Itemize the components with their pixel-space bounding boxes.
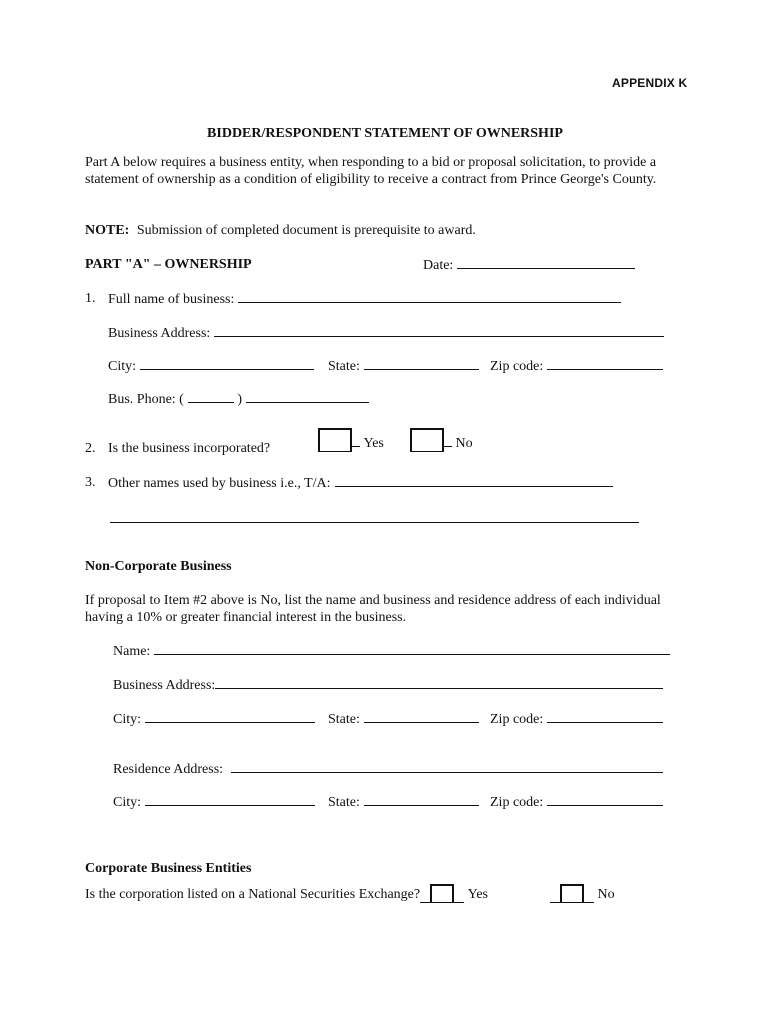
other-names-line[interactable]: [335, 474, 613, 487]
nc-city2-line[interactable]: [145, 793, 315, 806]
area-code-line[interactable]: [188, 390, 234, 403]
other-names-line-2[interactable]: [110, 522, 639, 523]
nc-state-line[interactable]: [364, 710, 479, 723]
nc-zip-field[interactable]: [490, 710, 663, 728]
nc-state2-label: State:: [328, 795, 360, 810]
full-name-line[interactable]: [238, 290, 621, 303]
nc-city-label: City:: [113, 712, 142, 727]
phone-label: Bus. Phone: (: [108, 392, 184, 407]
intro-paragraph: Part A below requires a business entity, when responding to a bid or proposal solicitation, to provide a statement of ownership as a condition of eligibility to receive a contract from Prince George's County.: [85, 155, 657, 187]
non-corp-instructions: If proposal to Item #2 above is No, list the name and business and residence address of each individual having a 10% or greater financial interest in the business.: [85, 593, 661, 625]
nc-zip2-line[interactable]: [547, 793, 663, 806]
nc-name-label: Name:: [113, 644, 151, 659]
nc-city2-label: City:: [113, 795, 142, 810]
city-field[interactable]: [108, 357, 314, 375]
part-a-heading: PART "A" – OWNERSHIP: [85, 257, 252, 272]
corp-no-underline: [584, 890, 594, 903]
city-label: City:: [108, 359, 137, 374]
other-names-label: Other names used by business i.e., T/A:: [108, 476, 331, 491]
date-label: Date:: [423, 258, 454, 273]
q2-yes-option[interactable]: [318, 428, 384, 452]
corp-no-label: No: [597, 887, 615, 902]
nc-city-field[interactable]: [113, 710, 315, 728]
q2-no-option[interactable]: [410, 428, 473, 452]
full-name-field[interactable]: [108, 290, 621, 308]
nc-city2-field[interactable]: [113, 793, 315, 811]
nc-zip2-field[interactable]: [490, 793, 663, 811]
city-line[interactable]: [140, 357, 314, 370]
zip-field[interactable]: [490, 357, 663, 375]
nc-state-field[interactable]: [328, 710, 479, 728]
nc-zip2-label: Zip code:: [490, 795, 544, 810]
non-corp-heading: Non-Corporate Business: [85, 559, 232, 574]
date-field[interactable]: [423, 256, 635, 274]
q2-number: 2.: [85, 441, 96, 456]
nc-name-line[interactable]: [154, 642, 670, 655]
zip-line[interactable]: [547, 357, 663, 370]
nc-name-field[interactable]: [113, 642, 670, 660]
nc-residence-address-label: Residence Address:: [113, 762, 224, 777]
corp-no-checkbox[interactable]: [560, 884, 584, 903]
q1-number: 1.: [85, 291, 96, 306]
note-line: [85, 222, 476, 239]
nc-state2-line[interactable]: [364, 793, 479, 806]
q2-yes-checkbox[interactable]: [318, 428, 352, 452]
q3-number: 3.: [85, 475, 96, 490]
q2-no-underline: [444, 434, 452, 447]
q2-no-label: No: [455, 436, 473, 451]
nc-residence-address-field[interactable]: [113, 760, 663, 778]
other-names-field[interactable]: [108, 474, 613, 492]
business-address-label: Business Address:: [108, 326, 211, 341]
corp-question: Is the corporation listed on a National Securities Exchange?: [85, 887, 421, 902]
corp-heading: Corporate Business Entities: [85, 861, 252, 876]
corp-yes-underline: [454, 890, 464, 903]
nc-residence-address-line[interactable]: [231, 760, 663, 773]
q2-label: Is the business incorporated?: [108, 441, 271, 456]
corp-question-underline: [420, 890, 430, 903]
appendix-label: APPENDIX K: [612, 76, 688, 90]
nc-zip-label: Zip code:: [490, 712, 544, 727]
note-label: NOTE:: [85, 223, 130, 238]
phone-line[interactable]: [246, 390, 369, 403]
nc-state-label: State:: [328, 712, 360, 727]
corp-no-pre-underline: [550, 890, 560, 903]
corp-no-option[interactable]: [550, 884, 615, 903]
state-line[interactable]: [364, 357, 479, 370]
nc-state2-field[interactable]: [328, 793, 479, 811]
state-field[interactable]: [328, 357, 479, 375]
corp-question-row: [85, 884, 488, 903]
nc-zip-line[interactable]: [547, 710, 663, 723]
nc-business-address-label: Business Address:: [113, 678, 216, 693]
business-address-line[interactable]: [214, 324, 664, 337]
q2-yes-label: Yes: [363, 436, 384, 451]
full-name-label: Full name of business:: [108, 292, 235, 307]
business-address-field[interactable]: [108, 324, 664, 342]
nc-business-address-field[interactable]: [113, 676, 663, 694]
corp-yes-checkbox[interactable]: [430, 884, 454, 903]
nc-business-address-line[interactable]: [215, 676, 663, 689]
zip-label: Zip code:: [490, 359, 544, 374]
corp-yes-label: Yes: [467, 887, 488, 902]
q2-no-checkbox[interactable]: [410, 428, 444, 452]
phone-field[interactable]: [108, 390, 369, 408]
nc-city-line[interactable]: [145, 710, 315, 723]
q2-yes-underline: [352, 434, 360, 447]
phone-close: ): [237, 392, 243, 407]
page-title: BIDDER/RESPONDENT STATEMENT OF OWNERSHIP: [207, 126, 563, 141]
state-label: State:: [328, 359, 360, 374]
date-line[interactable]: [457, 256, 635, 269]
note-text: Submission of completed document is prerequisite to award.: [136, 223, 476, 238]
